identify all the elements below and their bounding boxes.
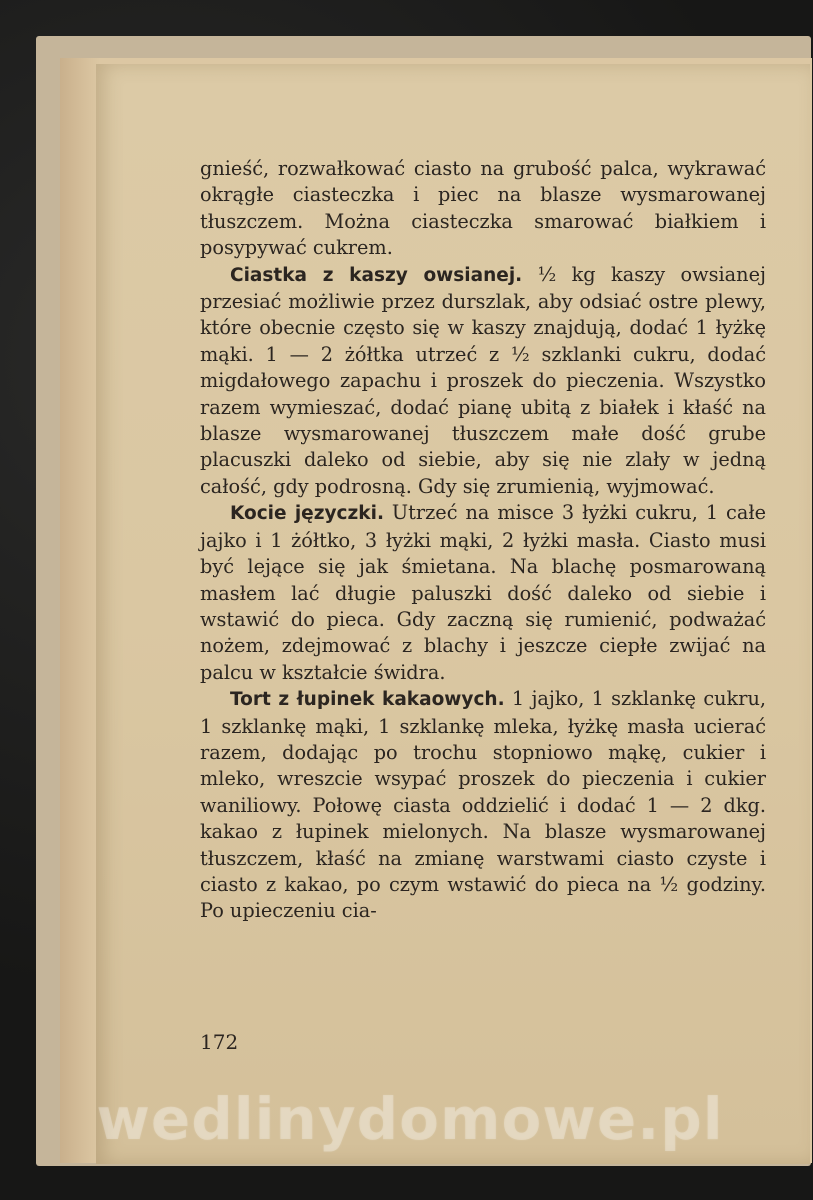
recipe-paragraph [200, 500, 766, 686]
recipe-body: ½ kg kaszy owsianej przesiać możliwie przez durszlak, aby odsiać ostre plewy, które obecnie często się w kaszy znajdują, dodać 1 łyżkę mąki. 1 — 2 żółtka utrzeć z ½ szklanki cukru, dodać migdałowego zapachu i proszek do pieczenia. Wszystko razem wymieszać, dodać pianę ubitą z białek i kłaść na blasze wysmarowanej tłuszczem małe dość grube placuszki daleko od siebie, aby się nie zlały w jedną całość, gdy podrosną. Gdy się zrumienią, wyjmować. [200, 262, 766, 498]
page-number: 172 [200, 1030, 239, 1054]
watermark: wedlinydomowe.pl [96, 1085, 724, 1153]
recipe-body: Utrzeć na misce 3 łyżki cukru, 1 całe jajko i 1 żółtko, 3 łyżki mąki, 2 łyżki masła. Ciasto musi być lejące się jak śmietana. Na blachę posmarowaną masłem lać długie paluszki dość daleko od siebie i wstawić do pieca. Gdy zaczną się rumienić, podważać nożem, zdejmować z blachy i jeszcze ciepłe zwijać na palcu w kształcie świdra. [200, 501, 766, 684]
recipe-title: Kocie języczki. [230, 503, 384, 525]
recipe-title: Tort z łupinek kakaowych. [230, 689, 505, 711]
recipe-paragraph [200, 686, 766, 925]
page-text [200, 156, 766, 925]
recipe-paragraph [200, 262, 766, 501]
recipe-body: 1 jajko, 1 szklankę cukru, 1 szklankę mąki, 1 szklankę mleka, łyżkę masła ucierać razem, dodając po trochu stopniowo mąkę, cukier i mleko, wreszcie wsypać proszek do pieczenia i cukier waniliowy. Połowę ciasta oddzielić i dodać 1 — 2 dkg. kakao z łupinek mielonych. Na blasze wysmarowanej tłuszczem, kłaść na zmianę warstwami ciasto czyste i ciasto z kakao, po czym wstawić do pieca na ½ godziny. Po upieczeniu cia- [200, 687, 766, 923]
intro-paragraph: gnieść, rozwałkować ciasto na grubość palca, wykrawać okrągłe ciasteczka i piec na blasze wysmarowanej tłuszczem. Można ciasteczka smarować białkiem i posypywać cukrem. [200, 157, 766, 260]
recipe-title: Ciastka z kaszy owsianej. [230, 264, 523, 286]
